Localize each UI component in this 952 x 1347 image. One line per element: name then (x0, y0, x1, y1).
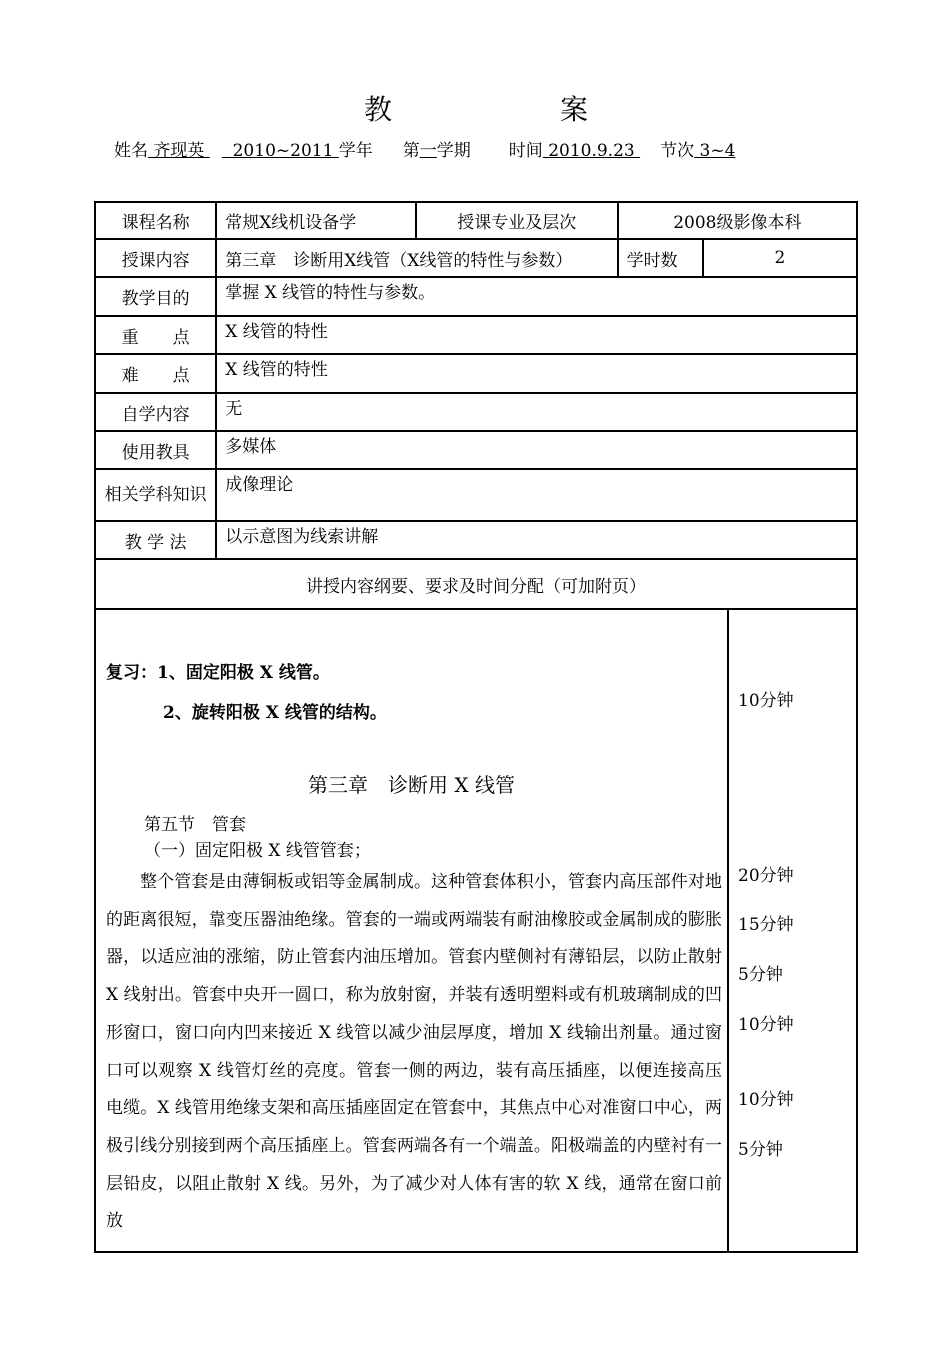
time-label: 时间 (508, 141, 543, 161)
term-prefix: 第 (402, 141, 420, 161)
content-value: 第三章 诊断用X线管（X线管的特性与参数） (216, 239, 617, 277)
year-label: 学年 (338, 141, 373, 161)
key-point-value: X 线管的特性 (216, 316, 857, 354)
name-label: 姓名 (114, 141, 148, 161)
term-number: 一 (419, 141, 437, 161)
teacher-name: 齐现英 (148, 141, 210, 161)
time-allocation: 10分钟 (738, 1015, 794, 1035)
chapter-heading: 第三章 诊断用 X 线管 (308, 773, 515, 797)
review-line-2: 2、旋转阳极 X 线管的结构。 (163, 703, 387, 723)
time-allocation: 10分钟 (738, 691, 794, 711)
content-label: 授课内容 (95, 239, 216, 277)
table-row (95, 393, 857, 431)
table-row (95, 277, 857, 316)
table-row (95, 316, 857, 354)
self-study-value: 无 (216, 393, 857, 431)
time-allocation: 20分钟 (738, 866, 794, 886)
session-value: 3~4 (694, 141, 736, 161)
method-value: 以示意图为线索讲解 (216, 521, 857, 559)
major-value: 2008级影像本科 (618, 202, 857, 239)
time-allocation: 15分钟 (738, 915, 794, 935)
table-row (95, 202, 857, 239)
table-row (95, 521, 857, 559)
difficulty-label: 难 点 (95, 354, 216, 393)
outline-heading: 讲授内容纲要、要求及时间分配（可加附页） (95, 559, 857, 609)
time-allocation: 5分钟 (738, 1140, 783, 1160)
body-paragraph: 整个管套是由薄铜板或铝等金属制成。这种管套体积小，管套内高压部件对地的距离很短，靠变压器油绝缘。管套的一端或两端装有耐油橡胶或金属制成的膨胀器，以适应油的涨缩，防止管套内油压增加。管套内壁侧衬有薄铅层，以防止散射 X 线射出。管套中央开一圆口，称为放射窗，并装有透明塑料或有机玻璃制成的凹形窗口，窗口向内凹来接近 X 线管以减少油层厚度，增加 X 线输出剂量。通过窗口可以观察 X 线管灯丝的亮度。管套一侧的两边，装有高压插座，以便连接高压电缆。X 线管用绝缘支架和高压插座固定在管套中，其焦点中心对准窗口中心，两极引线分别接到两个高压插座上。管套两端各有一个端盖。阳极端盖的内壁衬有一层铅皮，以阻止散射 X 线。另外，为了减少对人体有害的软 X 线，通常在窗口前放 (106, 872, 722, 1232)
academic-year: 2010~2011 (221, 141, 339, 161)
goal-label: 教学目的 (95, 277, 216, 316)
table-row (95, 239, 857, 277)
major-label: 授课专业及层次 (416, 202, 618, 239)
tools-label: 使用教具 (95, 431, 216, 469)
difficulty-value: X 线管的特性 (216, 354, 857, 393)
table-row (95, 354, 857, 393)
hours-value: 2 (703, 239, 857, 277)
table-row (95, 431, 857, 469)
table-row (95, 559, 857, 609)
tools-value: 多媒体 (216, 431, 857, 469)
lesson-info-table (94, 201, 858, 610)
session-label: 节次 (660, 141, 695, 161)
table-row (95, 469, 857, 521)
term-suffix: 学期 (436, 141, 471, 161)
column-divider (727, 608, 729, 1251)
course-label: 课程名称 (95, 202, 216, 239)
time-allocation: 5分钟 (738, 965, 783, 985)
related-label: 相关学科知识 (95, 469, 216, 521)
self-study-label: 自学内容 (95, 393, 216, 431)
subsection-heading: （一）固定阳极 X 线管管套； (144, 841, 371, 861)
review-line-1: 复习：1、固定阳极 X 线管。 (106, 663, 330, 683)
course-value: 常规X线机设备学 (216, 202, 416, 239)
page-title: 教 案 (363, 93, 658, 126)
date-value: 2010.9.23 (542, 141, 641, 161)
method-label: 教 学 法 (95, 521, 216, 559)
header-meta (114, 136, 735, 161)
lecture-body (94, 608, 858, 1253)
related-value: 成像理论 (216, 469, 857, 521)
time-allocation: 10分钟 (738, 1090, 794, 1110)
goal-value: 掌握 X 线管的特性与参数。 (216, 277, 857, 316)
hours-label: 学时数 (618, 239, 703, 277)
section-heading: 第五节 管套 (144, 815, 246, 835)
key-point-label: 重 点 (95, 316, 216, 354)
